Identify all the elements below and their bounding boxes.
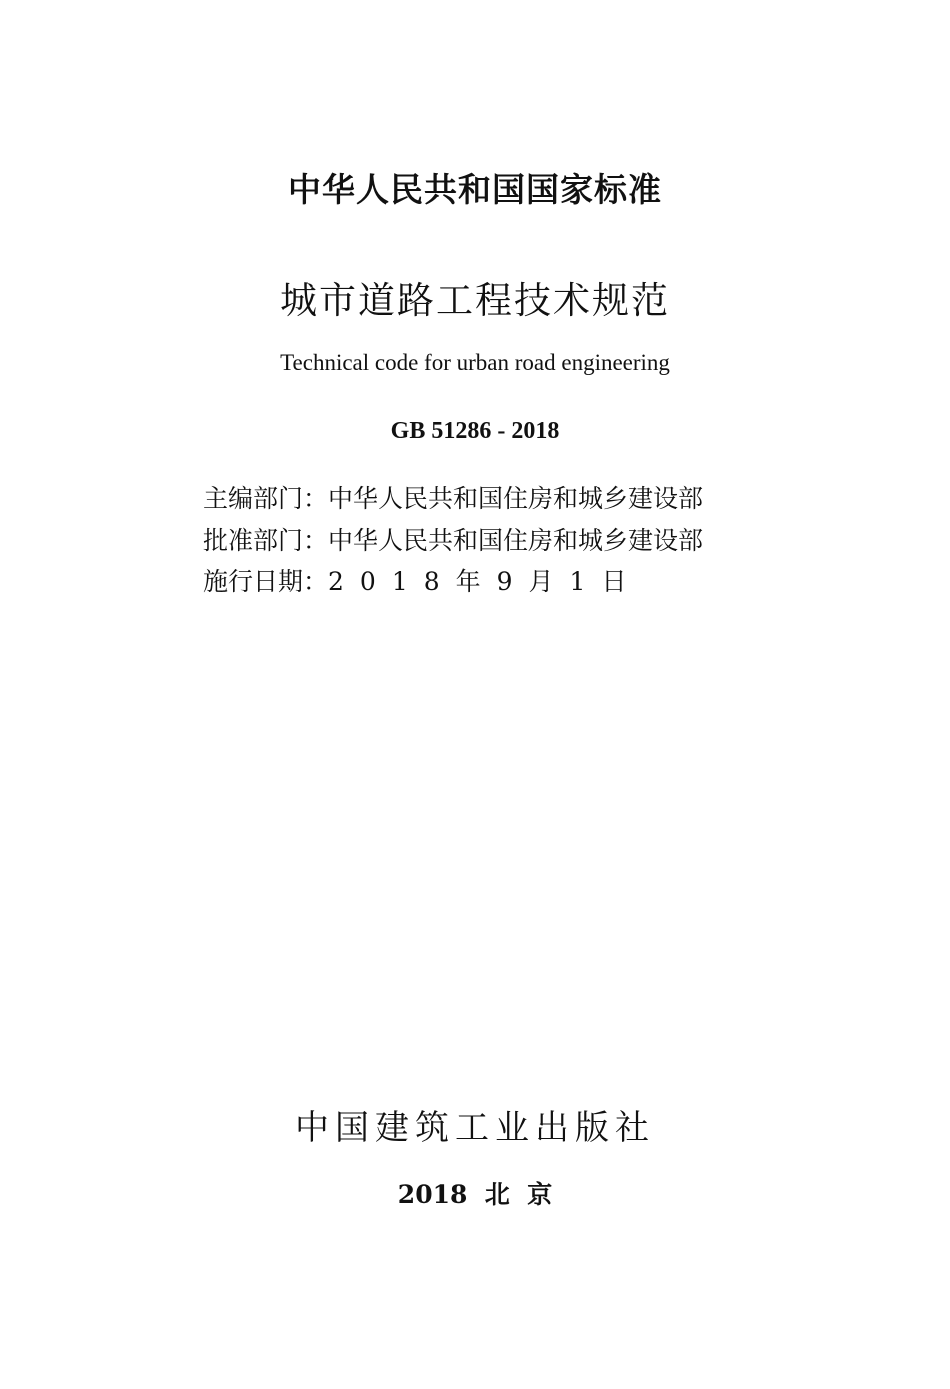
approver-department-label: 批准部门： <box>203 526 329 555</box>
editor-department-label: 主编部门： <box>203 484 329 513</box>
effective-date-value: 2018年9月1日 <box>328 567 643 596</box>
editor-department-row <box>203 484 763 514</box>
approver-department-value: 中华人民共和国住房和城乡建设部 <box>328 526 704 555</box>
document-title: 城市道路工程技术规范 <box>280 279 670 322</box>
document-title-english: Technical code for urban road engineering <box>280 350 670 375</box>
effective-date-row <box>203 567 763 597</box>
effective-date-label: 施行日期： <box>203 567 329 596</box>
standard-number: GB 51286 - 2018 <box>390 418 560 444</box>
editor-department-value: 中华人民共和国住房和城乡建设部 <box>328 484 704 513</box>
approver-department-row <box>203 526 763 556</box>
publication-year-place: 2018 北 京 <box>397 1180 553 1209</box>
publisher-name: 中国建筑工业出版社 <box>295 1108 655 1148</box>
standard-category: 中华人民共和国国家标准 <box>288 170 662 209</box>
